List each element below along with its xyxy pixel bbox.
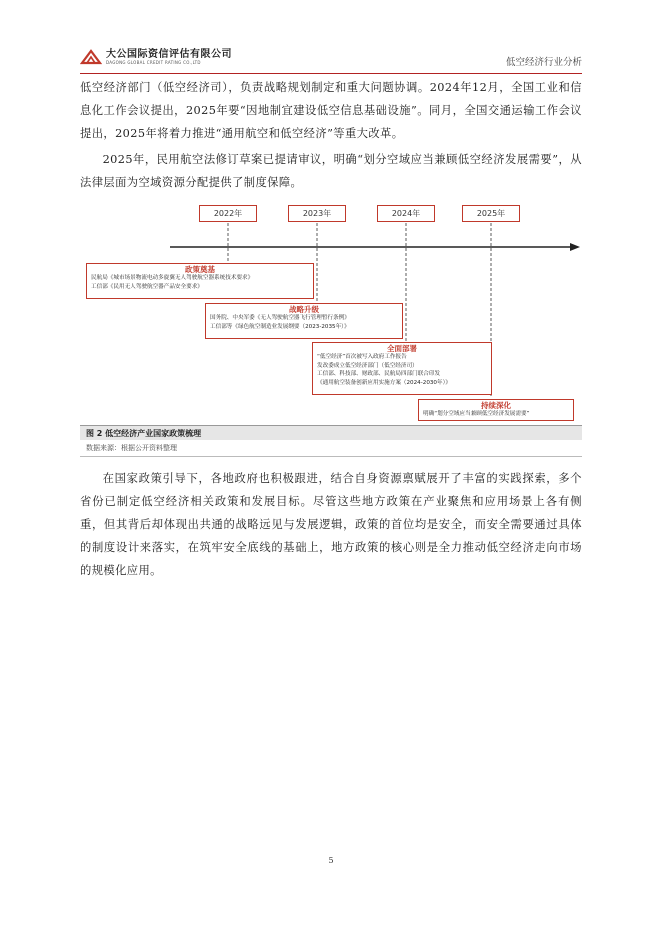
logo-chinese-name: 大公国际资信评估有限公司 bbox=[106, 48, 232, 60]
stage-title: 政策奠基 bbox=[185, 265, 215, 274]
page-number: 5 bbox=[328, 856, 334, 865]
stage-item: 明确“划分空域应当兼顾低空经济发展需要” bbox=[423, 411, 530, 417]
stage-item: 《通用航空装备创新应用实施方案（2024-2030年）》 bbox=[317, 379, 451, 386]
page-header bbox=[80, 48, 582, 74]
stage-box-policy-foundation bbox=[86, 263, 314, 299]
stage-item: “低空经济”首次被写入政府工作报告 bbox=[317, 354, 407, 360]
year-label-2022: 2022年 bbox=[199, 205, 257, 222]
paragraph-1: 低空经济部门（低空经济司），负责战略规划制定和重大问题协调。2024年12月，全国工业和信息化工作会议提出，2025年要“因地制宜建设低空信息基础设施”。同月，全国交通运输工作会议提出，2025年将着力推进“通用航空和低空经济”等重大改革。 bbox=[80, 81, 582, 140]
section-title: 低空经济行业分析 bbox=[505, 57, 582, 68]
paragraph-2: 2025年，民用航空法修订草案已提请审议，明确“划分空域应当兼顾低空经济发展需要”，从法律层面为空域资源分配提供了制度保障。 bbox=[80, 153, 582, 189]
figure-source: 数据来源：根据公开资料整理 bbox=[86, 444, 177, 452]
stage-title: 战略升级 bbox=[289, 305, 319, 314]
year-label-2024: 2024年 bbox=[377, 205, 435, 222]
stage-title: 全面部署 bbox=[387, 344, 417, 353]
stage-item: 国务院、中央军委《无人驾驶航空器飞行管理暂行条例》 bbox=[210, 315, 350, 321]
stage-title: 持续深化 bbox=[481, 401, 511, 410]
logo-english-name: DAGONG GLOBAL CREDIT RATING CO.,LTD bbox=[106, 59, 201, 65]
source-divider bbox=[80, 456, 582, 457]
stage-item: 发改委成立低空经济部门（低空经济司） bbox=[317, 362, 418, 369]
stage-box-strategic-upgrade bbox=[205, 303, 403, 339]
stage-item: 工信部、科技部、财政部、民航局四部门联合印发 bbox=[317, 371, 441, 378]
paragraph-3: 在国家政策引导下，各地政府也积极跟进，结合自身资源禀赋展开了丰富的实践探索，多个省份已制定低空经济相关政策和发展目标。尽管这些地方政策在产业聚焦和应用场景上各有侧重，但其背后却体现出共通的战略远见与发展逻辑，政策的首位均是安全，而安全需要通过具体的制度设计来落实，在筑牢安全底线的基础上，地方政策的核心则是全力推动低空经济走向市场的规模化应用。 bbox=[80, 472, 582, 577]
stage-item: 工信部《民用无人驾驶航空器产品安全要求》 bbox=[91, 283, 203, 290]
figure-caption: 图 2 低空经济产业国家政策梳理 bbox=[80, 425, 582, 440]
year-label-2025: 2025年 bbox=[462, 205, 520, 222]
stage-box-continued-deepening bbox=[418, 399, 574, 421]
company-logo bbox=[80, 48, 232, 66]
stage-item: 工信部等《绿色航空制造业发展纲要（2023-2035年）》 bbox=[210, 323, 350, 330]
year-label-2023: 2023年 bbox=[288, 205, 346, 222]
stage-box-full-deployment bbox=[312, 342, 492, 395]
timeline-arrowhead bbox=[570, 243, 580, 251]
stage-item: 民航局《城市场景物流电动多旋翼无人驾驶航空器系统技术要求》 bbox=[91, 275, 254, 281]
logo-mark-icon bbox=[80, 48, 102, 66]
